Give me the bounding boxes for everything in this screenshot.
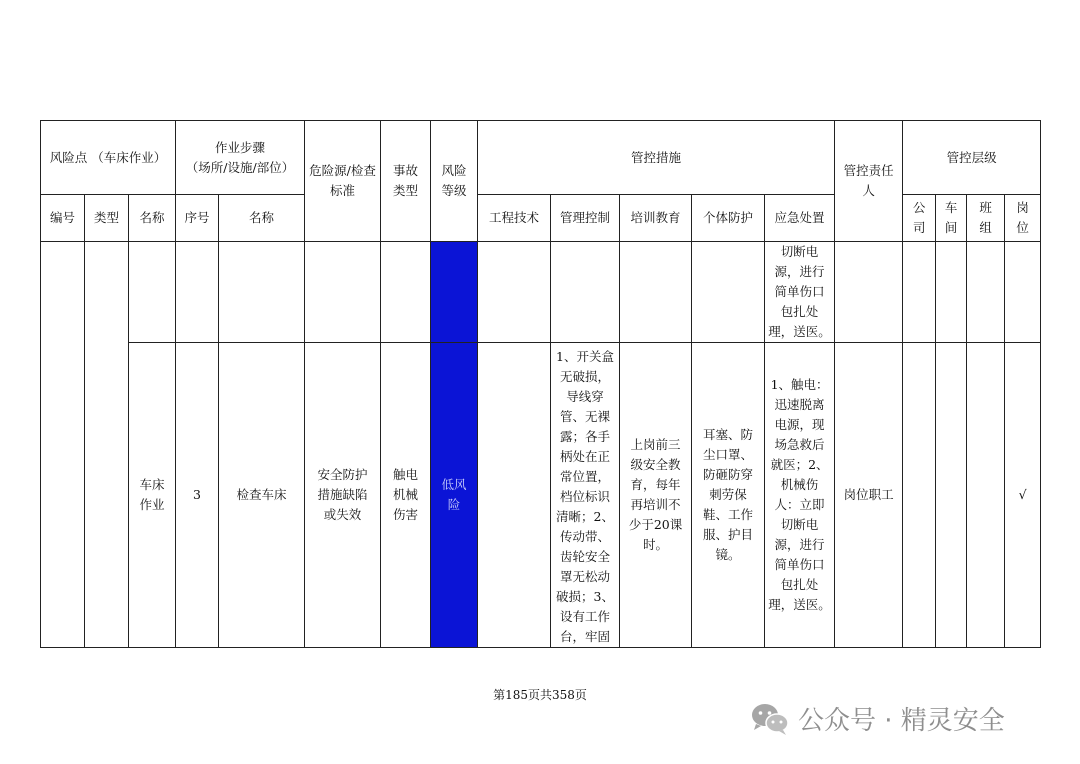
cell-hazard: [305, 242, 381, 343]
header-owner: 管控责任人: [835, 121, 903, 242]
cell-accident: 触电 机械 伤害: [381, 343, 431, 648]
watermark-text: 公众号 · 精灵安全: [798, 706, 1005, 736]
risk-control-table: [40, 120, 1041, 648]
header-num: 编号: [41, 195, 85, 242]
cell-emergency: 1、触电： 迅速脱离 电源，现 场急救后 就医；2、 机械伤 人：立即 切断电 源，进行 简单伤口 包扎处 理，送医。: [765, 343, 835, 648]
cell-company: [903, 343, 936, 648]
cell-num: [41, 242, 85, 648]
header-hazard: 危险源/检查标准: [305, 121, 381, 242]
header-team: 班 组: [967, 195, 1005, 242]
cell-mgmt: [551, 242, 620, 343]
header-company: 公 司: [903, 195, 936, 242]
header-emergency: 应急处置: [765, 195, 835, 242]
cell-ppe: [692, 242, 765, 343]
header-train: 培训教育: [620, 195, 692, 242]
header-name: 名称: [129, 195, 176, 242]
cell-accident: [381, 242, 431, 343]
cell-seq: 3: [176, 343, 219, 648]
header-risk-level: 风险 等级: [431, 121, 478, 242]
table-row: [41, 242, 1041, 343]
cell-hazard: 安全防护 措施缺陷 或失效: [305, 343, 381, 648]
cell-type: [85, 242, 129, 648]
cell-eng: [478, 242, 551, 343]
page-number: 第185页共358页: [493, 688, 587, 702]
wechat-icon: [750, 702, 790, 736]
header-eng: 工程技术: [478, 195, 551, 242]
header-steps: 作业步骤 （场所/设施/部位）: [176, 121, 305, 195]
risk-level-cell: [431, 242, 478, 343]
header-workshop: 车 间: [936, 195, 967, 242]
cell-post: [1005, 242, 1041, 343]
cell-owner: [835, 242, 903, 343]
cell-owner: 岗位职工: [835, 343, 903, 648]
cell-eng: [478, 343, 551, 648]
cell-name: 车床 作业: [129, 343, 176, 648]
header-accident: 事故 类型: [381, 121, 431, 242]
cell-workshop: [936, 242, 967, 343]
cell-team: [967, 242, 1005, 343]
cell-workshop: [936, 343, 967, 648]
header-post: 岗 位: [1005, 195, 1041, 242]
header-seq: 序号: [176, 195, 219, 242]
header-step-name: 名称: [219, 195, 305, 242]
header-tier: 管控层级: [903, 121, 1041, 195]
header-controls: 管控措施: [478, 121, 835, 195]
cell-mgmt: 1、开关盒 无破损， 导线穿 管、无裸 露；各手 柄处在正 常位置， 档位标识 清晰；2、 传动带、 齿轮安全 罩无松动 破损；3、 设有工作 台，牢固: [551, 343, 620, 648]
cell-name: [129, 242, 176, 343]
cell-train: 上岗前三 级安全教 育，每年 再培训不 少于20课 时。: [620, 343, 692, 648]
header-mgmt: 管理控制: [551, 195, 620, 242]
cell-company: [903, 242, 936, 343]
table-row: [41, 343, 1041, 648]
cell-post: √: [1005, 343, 1041, 648]
cell-seq: [176, 242, 219, 343]
risk-level-cell: 低风 险: [431, 343, 478, 648]
cell-emergency: 切断电 源，进行 简单伤口 包扎处 理，送医。: [765, 242, 835, 343]
cell-step-name: 检查车床: [219, 343, 305, 648]
watermark: [750, 700, 1005, 737]
cell-team: [967, 343, 1005, 648]
cell-train: [620, 242, 692, 343]
header-type: 类型: [85, 195, 129, 242]
cell-step-name: [219, 242, 305, 343]
cell-ppe: 耳塞、防 尘口罩、 防砸防穿 刺劳保 鞋、工作 服、护目 镜。: [692, 343, 765, 648]
header-ppe: 个体防护: [692, 195, 765, 242]
header-risk-point: 风险点 （车床作业）: [41, 121, 176, 195]
